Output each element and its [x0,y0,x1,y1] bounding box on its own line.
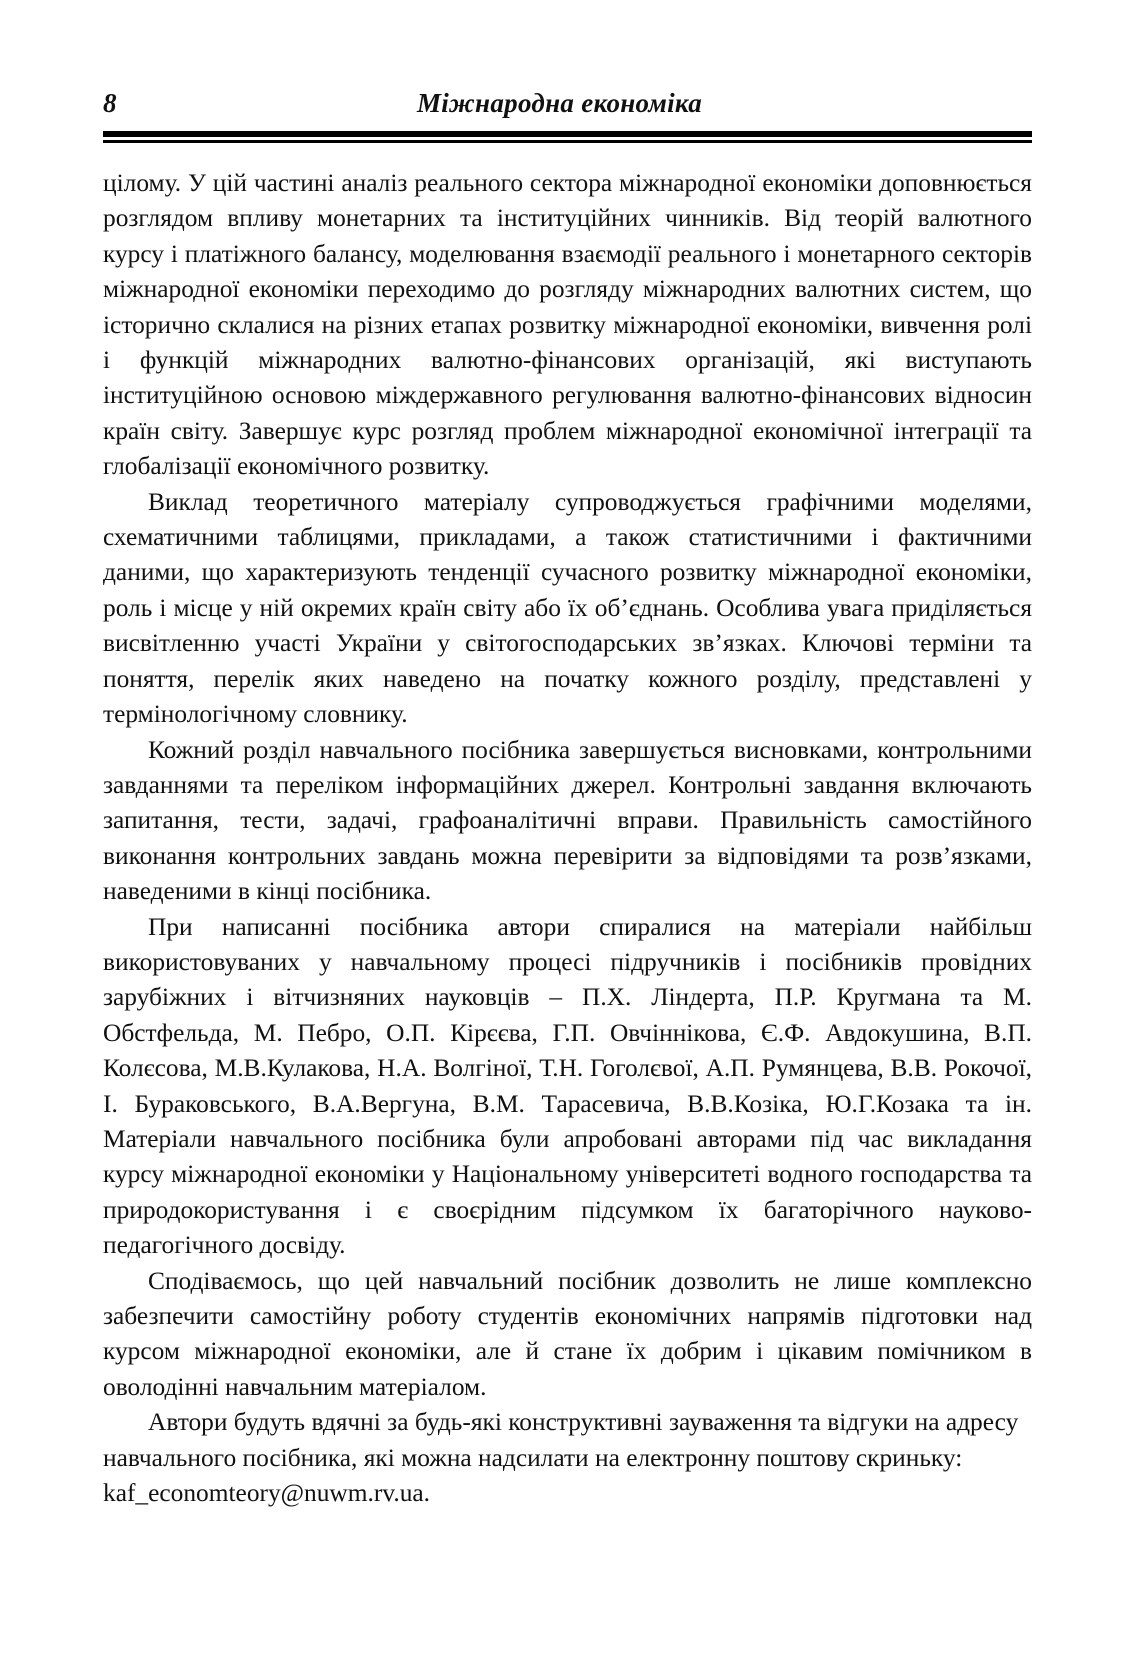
paragraph-sections: Кожний розділ навчального посібника завершується висновками, контрольними завданнями та переліком інформаційних джерел. Контрольні завдання включають запитання, тести, задачі, графоаналітичні вправи. Правильність самостійного виконання контрольних завдань можна перевірити за відповідями та розв’язками, наведеними в кінці посібника. [103,735,1032,906]
paragraph-continuation: цілому. У цій частині аналіз реального сектора міжнародної економіки доповнюється розглядом впливу монетарних та інституційних чинників. Від теорій валютного курсу і платіжного балансу, моделювання взаємодії реального і монетарного секторів міжнародної економіки переходимо до розгляду міжнародних валютних систем, що історично склалися на різних етапах розвитку міжнародної економіки, вивчення ролі і функцій міжнародних валютно-фінансових організацій, які виступають інституційною основою міждержавного регулювання валютно-фінансових відносин країн світу. Завершує курс розгляд проблем міжнародної економічної інтеграції та глобалізації економічного розвитку. [103,169,1032,481]
paragraph-sources: При написанні посібника автори спиралися на матеріали найбільш використовуваних у навчальному процесі підручників і посібників провідних зарубіжних і вітчизняних науковців – П.Х. Ліндерта, П.Р. Кругмана та М. Обстфельда, М. Пебро, О.П. Кірєєва, Г.П. Овчіннікова, Є.Ф. Авдокушина, В.П. Колєсова, М.В.Кулакова, Н.А. Волгіної, Т.Н. Гоголєвої, А.П. Румянцева, В.В. Рокочої, І. Бураковського, В.А.Вергуна, В.М. Тарасевича, В.В.Козіка, Ю.Г.Козака та ін. Матеріали навчального посібника були апробовані авторами під час викладання курсу міжнародної економіки у Національному університеті водного господарства та природокористування і є своєрідним підсумком їх багаторічного науково-педагогічного досвіду. [103,912,1032,1260]
paragraph-feedback: Автори будуть вдячні за будь-які конструктивні зауваження та відгуки на адресу навчального посібника, які можна надсилати на електронну поштову скриньку: kaf_economteory@nuwm.rv.ua. [103,1408,1019,1508]
page-number: 8 [103,88,117,118]
running-head [103,86,1032,126]
body-text-block [103,166,1032,1511]
header-double-rule [103,131,1032,143]
paragraph-hope: Сподіваємось, що цей навчальний посібник дозволить не лише комплексно забезпечити самостійну роботу студентів економічних напрямів підготовки над курсом міжнародної економіки, але й стане їх добрим і цікавим помічником в оволодінні навчальним матеріалом. [103,1266,1032,1401]
rule-thin-line [103,140,1032,143]
paragraph-materials: Виклад теоретичного матеріалу супроводжується графічними моделями, схематичними таблицями, прикладами, а також статистичними і фактичними даними, що характеризують тенденції сучасного розвитку міжнародної економіки, роль і місце у ній окремих країн світу або їх об’єднань. Особлива увага приділяється висвітленню участі України у світогосподарських зв’язках. Ключові терміни та поняття, перелік яких наведено на початку кожного розділу, представлені у термінологічному словнику. [103,487,1032,729]
running-title: Міжнародна економіка [416,88,703,118]
